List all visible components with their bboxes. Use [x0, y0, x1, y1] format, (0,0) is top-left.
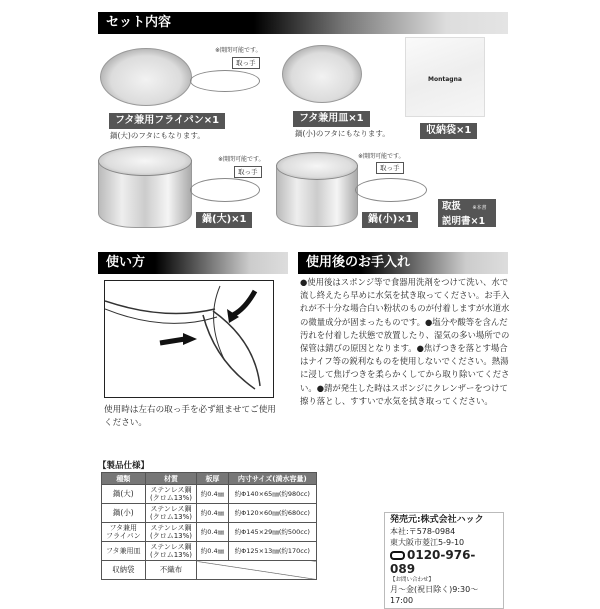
seller: 発売元:株式会社ハック [390, 515, 484, 525]
section-header-usage: 使い方 [98, 252, 288, 274]
item-sub-plate: 鍋(小)のフタにもなります。 [295, 129, 390, 138]
phone-line [390, 548, 498, 576]
table-row: 収納袋 不織布 [102, 561, 317, 580]
usage-caption: 使用時は左右の取っ手を必ず組ませてご使用ください。 [104, 405, 276, 429]
item-label-frying-pan: フタ兼用フライパン×1 [109, 113, 225, 129]
address-line1: 本社:〒578-0984 [390, 527, 456, 536]
item-label-bag: 収納袋×1 [420, 123, 477, 139]
plate-image [282, 45, 362, 103]
contact-box [384, 512, 504, 609]
item-label-small-pot: 鍋(小)×1 [362, 212, 418, 228]
phone-number: 0120-976-089 [390, 548, 476, 576]
care-instructions: ●使用後はスポンジ等で食器用洗剤をつけて洗い、水で流し終えたら早めに水気を拭き取ってください。お手入れが不十分な場合白い粉状のものが付着しますが水道水の微量成分が固まったものです。●塩分や酸等を含んだ汚れを付着した状態で放置したり、湿気の多い場所での保管は錆びの原因となります。●焦げつきを落とす場合はナイフ等の鋭利なものを使用しないでください。熱湯に浸して焦げつきを柔らかくしてから取り除いてください。●錆が発生した時はスポンジにクレンザーをつけて擦り落とし、すすいで水気を拭き取ってください。 [300, 277, 510, 406]
business-hours: 月～金(祝日除く)9:30～17:00 [390, 585, 479, 605]
table-row: 鍋(大) ステンレス鋼 (クロム13%) 約0.4㎜ 約Φ140×65㎜(約980cc) [102, 485, 317, 504]
item-label-manual: 取扱 ※本書 説明書×1 [438, 199, 496, 227]
handle-tag: 取っ手 [232, 57, 260, 69]
table-row: 鍋(小) ステンレス鋼 (クロム13%) 約0.4㎜ 約Φ120×60㎜(約680cc) [102, 504, 317, 523]
section-header-set-contents: セット内容 [98, 12, 508, 34]
col-type: 種類 [102, 473, 146, 485]
col-material: 材質 [145, 473, 197, 485]
table-row: フタ兼用 フライパン ステンレス鋼 (クロム13%) 約0.4㎜ 約Φ145×29㎜(約500cc) [102, 523, 317, 542]
address-line2: 東大阪市菱江5-9-10 [390, 538, 465, 547]
foldable-note: ※開閉可能です。 [215, 47, 262, 54]
foldable-note: ※開閉可能です。 [218, 156, 265, 163]
free-dial-icon [390, 551, 405, 560]
section-header-care: 使用後のお手入れ [298, 252, 508, 274]
spec-table [101, 472, 317, 580]
foldable-note: ※開閉可能です。 [358, 153, 405, 160]
item-sub-frying-pan: 鍋(大)のフタにもなります。 [110, 131, 205, 140]
handle-tag: 取っ手 [376, 162, 404, 174]
handle-tag: 取っ手 [234, 166, 262, 178]
inquiry-label: 【お問い合わせ】 [390, 577, 435, 583]
empty-cell [197, 561, 317, 580]
usage-illustration [104, 280, 274, 398]
col-thickness: 板厚 [197, 473, 228, 485]
item-label-plate: フタ兼用皿×1 [293, 111, 370, 127]
storage-bag-image [405, 37, 485, 117]
item-label-large-pot: 鍋(大)×1 [196, 212, 252, 228]
col-size: 内寸サイズ(満水容量) [228, 473, 316, 485]
brand-logo: Montagna [428, 76, 462, 83]
table-row: フタ兼用皿 ステンレス鋼 (クロム13%) 約0.4㎜ 約Φ125×13㎜(約170cc) [102, 542, 317, 561]
spec-title: 【製品仕様】 [98, 461, 150, 471]
